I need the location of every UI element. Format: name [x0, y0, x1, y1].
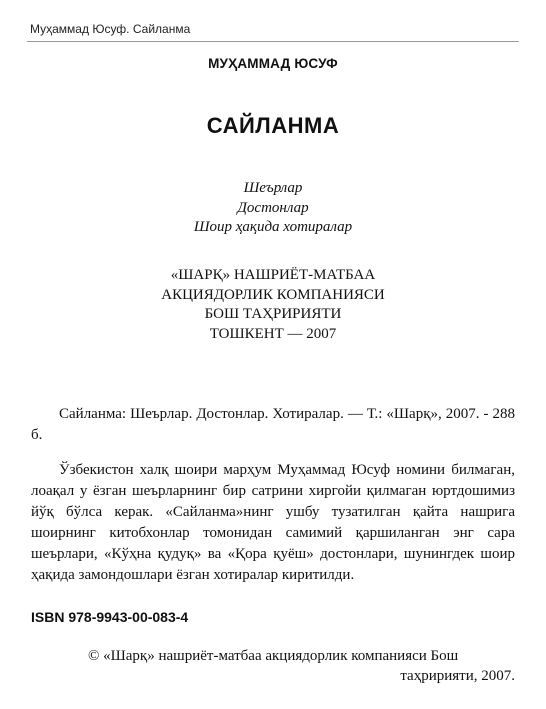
book-description: Ўзбекистон халқ шоири марҳум Муҳаммад Юсуф номини билмаган, лоақал у ёзган шеърларнинг бир сатрини хиргойи қилмаган юртдошимиз йўқ бўлса керак. «Сайланма»нинг ушбу тузатилган қайта нашрига шоирнинг китобхонлар томонидан самимий қаршиланган энг сара шеърлари, «Кўҳна қудуқ» ва «Қора қуёш» достонлари, шунингдек шоир ҳақида замондошлари ёзган хотиралар киритилди. [31, 462, 515, 583]
contents-list [0, 179, 546, 238]
publisher-line: БОШ ТАҲРИРИЯТИ [204, 306, 342, 322]
contents-item: Достонлар [237, 199, 309, 216]
running-head: Муҳаммад Юсуф. Сайланма [30, 22, 191, 36]
publisher-line: «ШАРҚ» НАШРИЁТ-МАТБАА [170, 267, 376, 283]
author-name: МУҲАММАД ЮСУФ [208, 56, 338, 71]
publisher-block [0, 266, 546, 344]
isbn: ISBN 978-9943-00-083-4 [31, 609, 189, 625]
publisher-line: ТОШКЕНТ — 2007 [209, 325, 337, 342]
copyright-line: таҳририяти, 2007. [400, 668, 515, 684]
contents-item: Шеърлар [243, 180, 303, 196]
contents-item: Шоир ҳақида хотиралар [193, 219, 353, 235]
publisher-line: АКЦИЯДОРЛИК КОМПАНИЯСИ [161, 286, 385, 303]
bibliographic-entry: Сайланма: Шеърлар. Достонлар. Хотиралар. — Т.: «Шарқ», 2007. - 288 б. [31, 406, 515, 443]
copyright-notice [88, 646, 515, 686]
copyright-line: © «Шарқ» нашриёт-матбаа акциядорлик компанияси Бош [88, 648, 459, 664]
book-title: САЙЛАНМА [206, 113, 340, 138]
header-rule [27, 41, 519, 42]
